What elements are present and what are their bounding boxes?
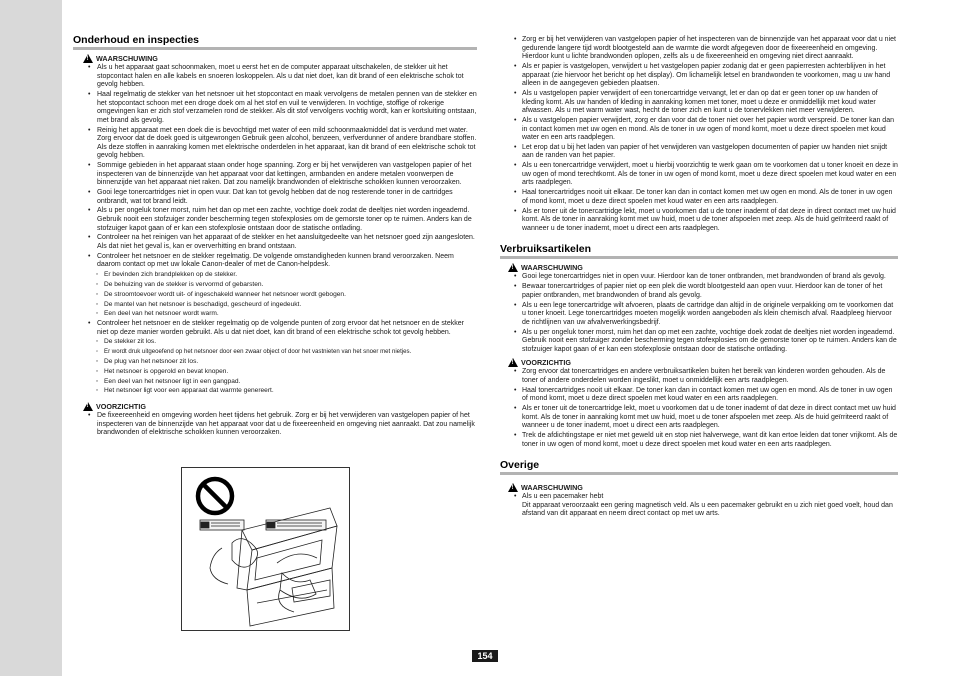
prohibited-icon xyxy=(198,479,232,513)
list-item: • Controleer het netsnoer en de stekker regelmatig. De volgende omstandigheden kunnen brand veroorzaken. Neem daarom contact op met uw lokale Canon-dealer of met de Canon-helpdesk. xyxy=(73,253,477,270)
warning-label: ! WAARSCHUWING xyxy=(508,483,898,492)
list-item: • Zorg ervoor dat tonercartridges en andere verbruiksartikelen buiten het bereik van kinderen worden gehouden. Als de toner of andere onderdelen worden ingeslikt, moet u onmiddellijk een arts raadplegen. xyxy=(500,368,898,385)
section-title-maintenance: Onderhoud en inspecties xyxy=(73,34,477,50)
sub-list-item: ◦ Een deel van het netsnoer wordt warm. xyxy=(73,310,477,319)
sub-list-item: ◦ De stroomtoevoer wordt uit- of ingeschakeld wanneer het netsnoer wordt gebogen. xyxy=(73,291,477,300)
sub-list-item: ◦ De behuizing van de stekker is vervormd of gebarsten. xyxy=(73,281,477,290)
sub-list-item: ◦ De mantel van het netsnoer is beschadigd, gescheurd of ingedeukt. xyxy=(73,301,477,310)
caution-icon xyxy=(508,358,518,367)
caution-label: ! VOORZICHTIG xyxy=(508,358,898,367)
section-title-other: Overige xyxy=(500,459,898,475)
list-item: • De fixeereenheid en omgeving worden heet tijdens het gebruik. Zorg er bij het verwijderen van vastgelopen papier of het inspecteren van de binnenzijde van het apparaat voor dat u de fixeereenheid en omgeving niet aanraakt. Dat zou namelijk brandwonden of elektrische schokken kunnen veroorzaken. xyxy=(73,412,477,438)
list-item: • Als u vastgelopen papier verwijdert of een tonercartridge vervangt, let er dan op dat er geen toner op uw handen of kleding komt. Als uw handen of kleding in aanraking komen met toner, moet u deze er onmiddellijk met koud water afwassen. Als u met warm water wast, hecht de toner zich en kunt u de tonervlekken niet meer verwijderen. xyxy=(500,90,898,116)
sub-list-item: ◦ Een deel van het netsnoer ligt in een gangpad. xyxy=(73,378,477,387)
list-item: • Als er toner uit de tonercartridge lekt, moet u voorkomen dat u de toner inademt of dat deze in direct contact met uw huid komt. Als de toner in aanraking komt met uw huid, moet u de toner afspoelen met zeep. Als de huid geïrriteerd raakt of wanneer u de toner inademt, moet u direct een arts raadplegen. xyxy=(500,208,898,234)
list-item: • Let erop dat u bij het laden van papier of het verwijderen van vastgelopen documenten of papier uw handen niet snijdt aan de randen van het papier. xyxy=(500,144,898,161)
list-item: • Gooi lege tonercartridges niet in open vuur. Dat kan tot gevolg hebben dat de nog resterende toner in de cartridges ontbrandt, wat tot brand leidt. xyxy=(73,189,477,206)
sub-list-item: ◦ Het netsnoer ligt voor een apparaat dat warmte genereert. xyxy=(73,387,477,396)
list-item: • Haal regelmatig de stekker van het netsnoer uit het stopcontact en maak vervolgens de metalen pennen van de stekker en het stopcontact schoon met een droge doek om al het stof en vuil te verwijderen. In vochtige, stoffige of rokerige omgevingen kan er zich stof verzamelen rond de stekker. Als dit stof vervolgens vochtig wordt, kan er kortsluiting ontstaan, met brand als gevolg. xyxy=(73,91,477,125)
list-item: • Als u per ongeluk toner morst, ruim het dan op met een zachte, vochtige doek zodat de deeltjes niet worden ingeademd. Gebruik nooit een stofzuiger zonder bescherming tegen stofexplosies om de gemorste toner op te ruimen. Anders kan de stofzuiger kapot gaan of er kan een stofexplosie ontstaan door de statische ontlading. xyxy=(500,329,898,355)
page-side-margin xyxy=(0,0,62,676)
warning-icon xyxy=(508,483,518,492)
warning-list xyxy=(500,273,898,354)
warning-label: ! WAARSCHUWING xyxy=(83,54,477,63)
list-item: • Als u per ongeluk toner morst, ruim het dan op met een zachte, vochtige doek zodat de deeltjes niet worden ingeademd. Gebruik nooit een stofzuiger zonder bescherming tegen stofexplosies om de gemorste toner op te ruimen. Anders kan de stofzuiger kapot gaan of er kan een stofexplosie ontstaan door de statische ontlading. xyxy=(73,207,477,233)
sub-list-item: ◦ Er bevinden zich brandplekken op de stekker. xyxy=(73,271,477,280)
list-item: • Als u een pacemaker hebt Dit apparaat veroorzaakt een gering magnetisch veld. Als u een pacemaker gebruikt en u zich niet goed voelt, houd dan afstand van dit apparaat en neem direct contact op met uw arts. xyxy=(500,493,898,519)
list-item: • Controleer na het reinigen van het apparaat of de stekker en het aansluitgedeelte van het netsnoer goed zijn aangesloten. Als dat niet het geval is, kan er oververhitting en brand ontstaan. xyxy=(73,234,477,251)
list-item: • Als u vastgelopen papier verwijdert, zorg er dan voor dat de toner niet over het papier wordt verspreid. De toner kan dan in contact komen met uw ogen en mond. Als de toner in uw ogen of mond komt, moet u deze direct spoelen met koud water en een arts raadplegen. xyxy=(500,117,898,143)
sub-list-item: ◦ Het netsnoer is opgerold en bevat knopen. xyxy=(73,368,477,377)
caution-list-continued xyxy=(500,36,898,233)
warning-icon xyxy=(508,263,518,272)
sub-list-item: ◦ Er wordt druk uitgeoefend op het netsnoer door een zwaar object of door het vastnieten van het snoer met nietjes. xyxy=(73,348,477,357)
caution-list xyxy=(500,368,898,449)
list-item: • Haal tonercartridges nooit uit elkaar. De toner kan dan in contact komen met uw ogen en mond. Als de toner in uw ogen of mond komt, moet u deze direct spoelen met koud water en een arts raadplegen. xyxy=(500,189,898,206)
list-item: • Sommige gebieden in het apparaat staan onder hoge spanning. Zorg er bij het verwijderen van vastgelopen papier of het inspecteren van de binnenzijde van het apparaat voor dat kettingen, armbanden en andere metalen voorwerpen de binnenzijde van het apparaat niet raken. Dat zou namelijk brandwonden of elektrische schokken kunnen veroorzaken. xyxy=(73,162,477,188)
list-item: • Als u een lege tonercartridge wilt afvoeren, plaats de cartridge dan altijd in de originele verpakking om te voorkomen dat u toner knoeit. Lege tonercartridges moeten mogelijk worden aangeboden als klein chemisch afval. Raadpleeg hiervoor de richtlijnen van uw afvalverwerkingsbedrijf. xyxy=(500,302,898,328)
sub-list-item: ◦ De stekker zit los. xyxy=(73,338,477,347)
left-column xyxy=(73,34,477,439)
warning-list xyxy=(500,493,898,519)
printer-illustration xyxy=(181,467,350,631)
list-item: • Gooi lege tonercartridges niet in open vuur. Hierdoor kan de toner ontbranden, met brandwonden of brand als gevolg. xyxy=(500,273,898,282)
list-item: • Als u het apparaat gaat schoonmaken, moet u eerst het en de computer apparaat uitschakelen, de stekker uit het stopcontact halen en alle kabels en snoeren loskoppelen. Als u dat niet doet, kan dit brand of een elektrische schok tot gevolg hebben. xyxy=(73,64,477,90)
printer-drawing xyxy=(182,468,349,630)
list-item: • Zorg er bij het verwijderen van vastgelopen papier of het inspecteren van de binnenzijde van het apparaat voor dat u niet gedurende langere tijd wordt blootgesteld aan de warmte die wordt afgegeven door de fixeereenheid en omgeving. Hierdoor kunt u lichte brandwonden oplopen, zelfs als u de fixeereenheid en omgeving niet direct aanraakt. xyxy=(500,36,898,62)
caution-icon xyxy=(83,402,93,411)
list-item: • Controleer het netsnoer en de stekker regelmatig op de volgende punten of zorg ervoor dat het netsnoer en de stekker niet op deze manier worden gebruikt. Als u dat niet doet, kan dit brand of een elektrische schok tot gevolg hebben. xyxy=(73,320,477,337)
list-item: • Als er toner uit de tonercartridge lekt, moet u voorkomen dat u de toner inademt of dat deze in direct contact met uw huid komt. Als de toner in aanraking komt met uw huid, moet u de toner afspoelen met zeep. Als de huid geïrriteerd raakt of wanneer u de toner inademt, moet u direct een arts raadplegen. xyxy=(500,405,898,431)
page-number: 154 xyxy=(472,650,498,662)
list-item: • Trek de afdichtingstape er niet met geweld uit en stop niet halverwege, want dit kan ertoe leiden dat toner vrijkomt. Als de toner in uw ogen of mond komt, moet u deze direct spoelen met koud water en een arts raadplegen. xyxy=(500,432,898,449)
caution-label: ! VOORZICHTIG xyxy=(83,402,477,411)
warning-label: ! WAARSCHUWING xyxy=(508,263,898,272)
warning-list xyxy=(73,64,477,396)
right-column xyxy=(500,36,898,520)
warning-icon xyxy=(83,54,93,63)
list-item: • Bewaar tonercartridges of papier niet op een plek die wordt blootgesteld aan open vuur. Hierdoor kan de toner of het papier ontbranden, met brandwonden of brand als gevolg. xyxy=(500,283,898,300)
caution-list xyxy=(73,412,477,438)
sub-list-item: ◦ De plug van het netsnoer zit los. xyxy=(73,358,477,367)
list-item: • Haal tonercartridges nooit uit elkaar. De toner kan dan in contact komen met uw ogen en mond. Als de toner in uw ogen of mond komt, moet u deze direct spoelen met koud water en een arts raadplegen. xyxy=(500,387,898,404)
list-item: • Als u een tonercartridge verwijdert, moet u hierbij voorzichtig te werk gaan om te voorkomen dat u toner knoeit en deze in uw ogen of mond terechtkomt. Als de toner in uw ogen of mond komt, moet u deze direct spoelen met koud water en een arts raadplegen. xyxy=(500,162,898,188)
list-item: • Als er papier is vastgelopen, verwijdert u het vastgelopen papier zodanig dat er geen papierresten achterblijven in het apparaat (zie hiervoor het bericht op het display). Om lichamelijk letsel en brandwonden te voorkomen, mag u uw hand alleen in de aangegeven gebieden plaatsen. xyxy=(500,63,898,89)
list-item: • Reinig het apparaat met een doek die is bevochtigd met water of een mild schoonmaakmiddel dat is verdund met water. Zorg ervoor dat de doek goed is uitgewrongen Gebruik geen alcohol, benzeen, verfverdunner of andere brandbare stoffen. Als deze stoffen in aanraking komen met elektrische onderdelen in het apparaat, kan dit brand of een elektrische schok tot gevolg hebben. xyxy=(73,127,477,161)
section-title-consumables: Verbruiksartikelen xyxy=(500,243,898,259)
